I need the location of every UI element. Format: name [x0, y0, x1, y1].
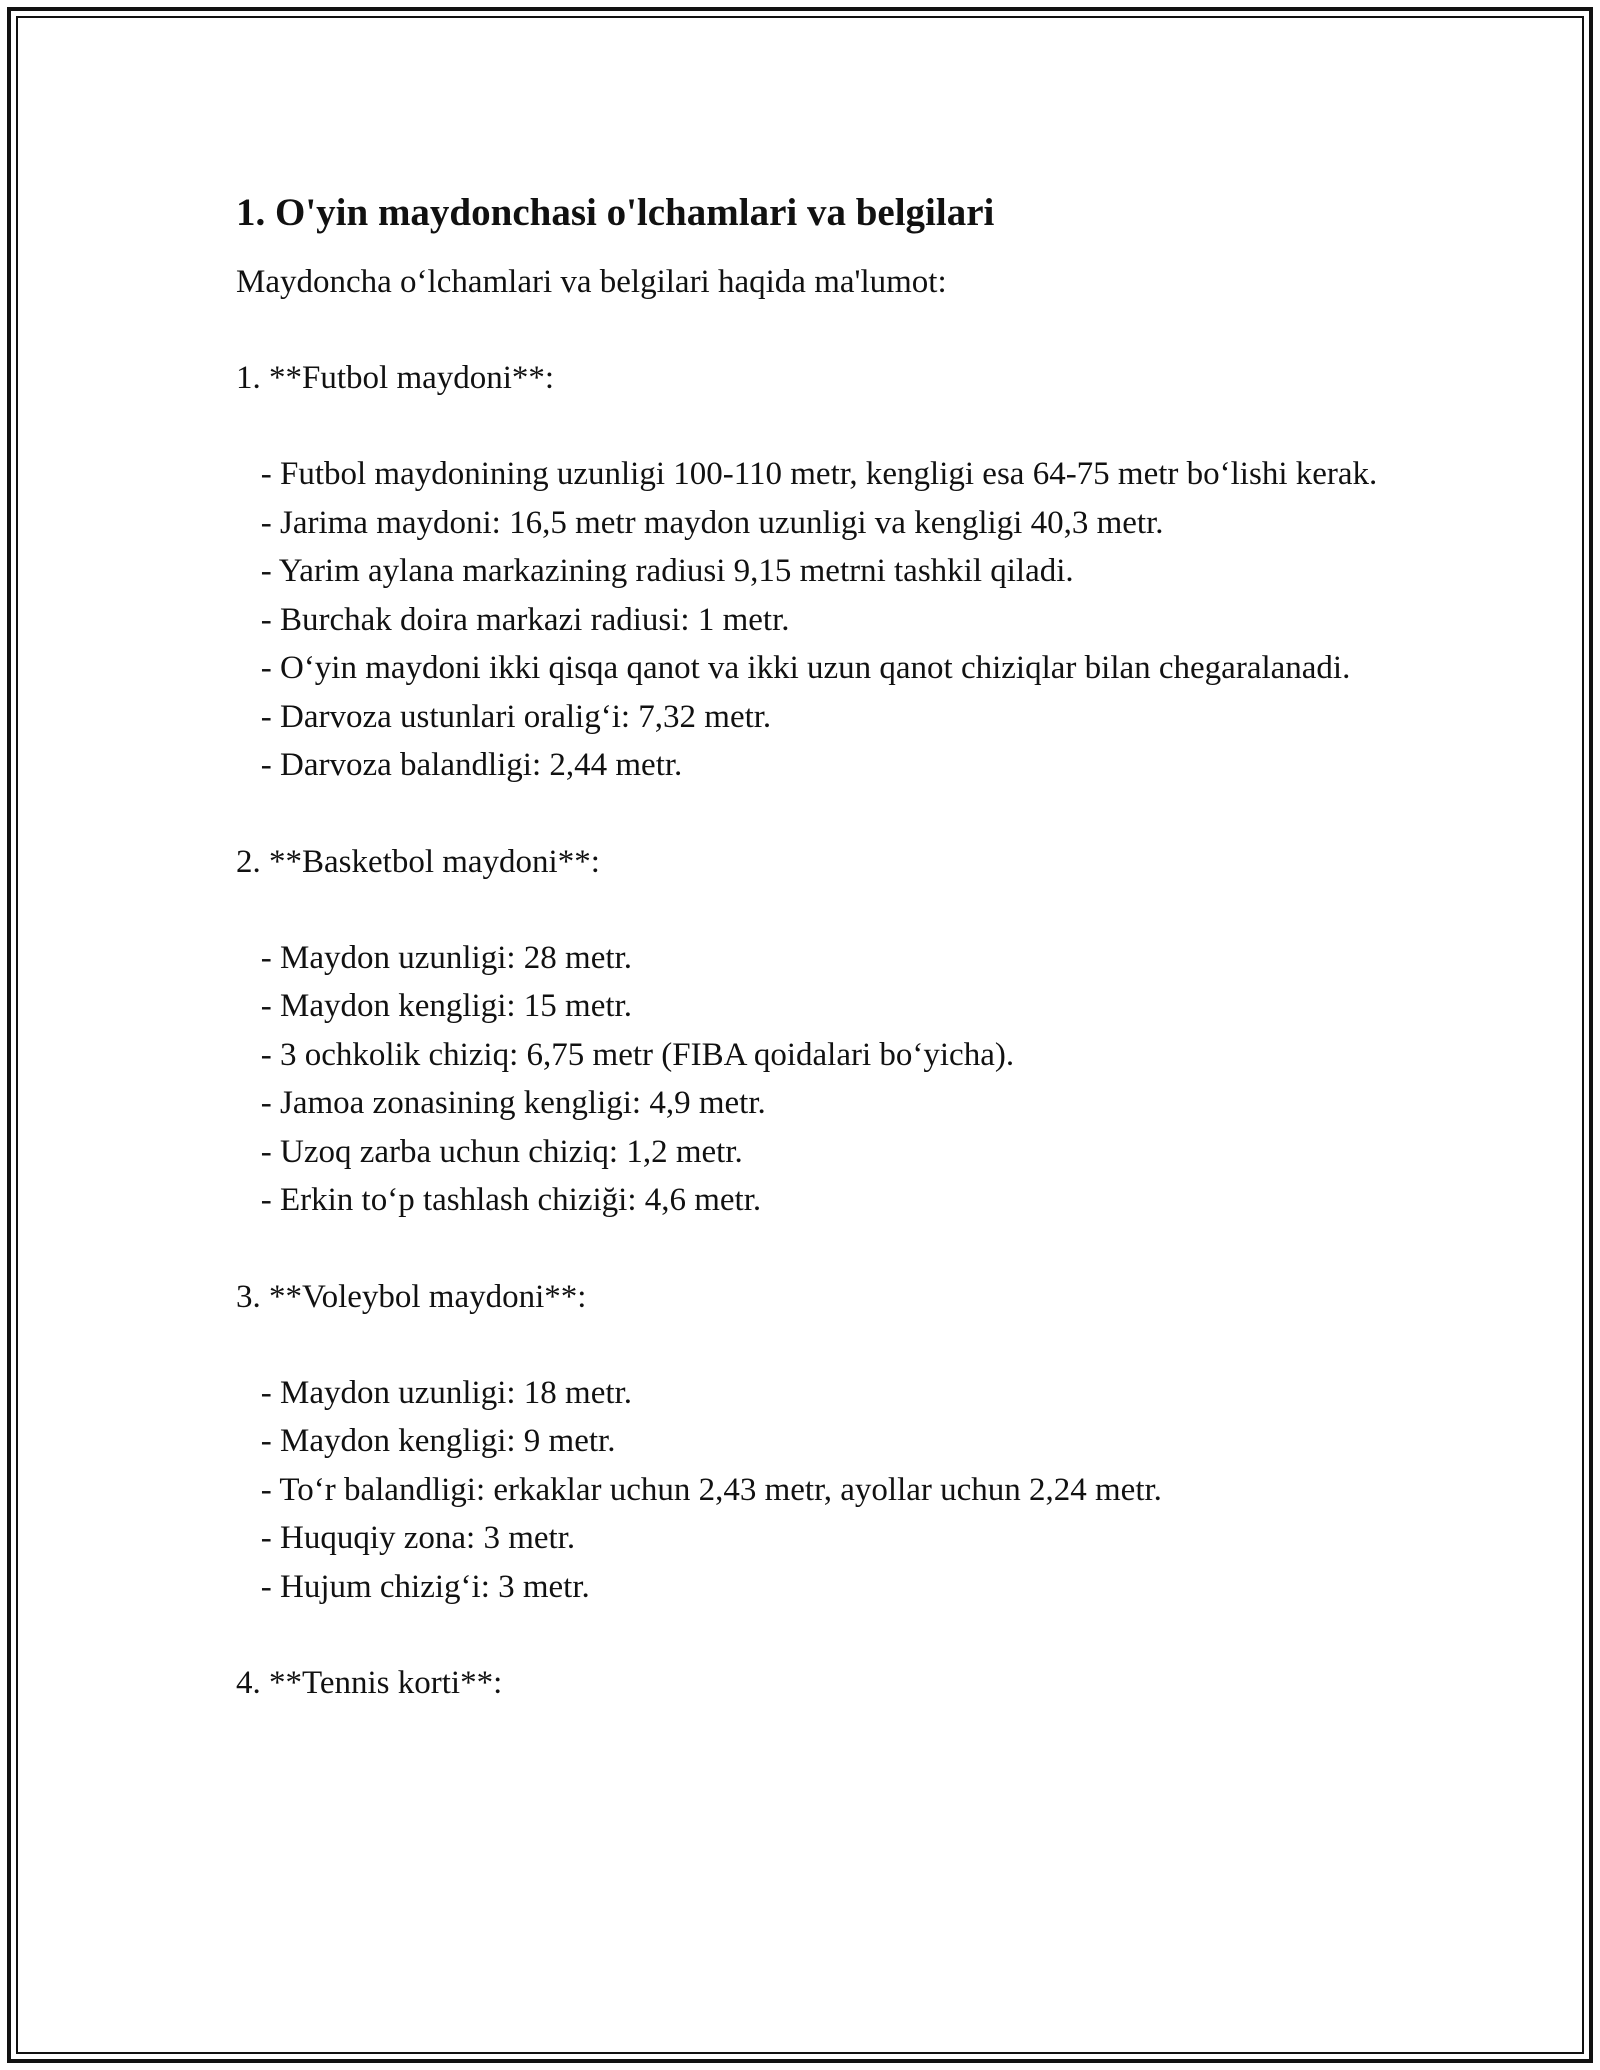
list-item: - Jarima maydoni: 16,5 metr maydon uzunligi va kengligi 40,3 metr. — [236, 504, 1164, 541]
list-item: - Erkin to‘p tashlash chiziği: 4,6 metr. — [236, 1182, 762, 1218]
page-title: 1. O'yin maydonchasi o'lchamlari va belgilari — [236, 191, 995, 234]
list-item: - Yarim aylana markazining radiusi 9,15 metrni tashkil qiladi. — [236, 553, 1074, 589]
section-volleyball — [236, 1273, 1396, 1612]
list-item: - Futbol maydonining uzunligi 100-110 metr, kengligi esa 64-75 metr bo‘lishi kerak. — [236, 456, 1378, 492]
document-body — [236, 186, 1396, 1707]
list-item: - Maydon kengligi: 9 metr. — [236, 1423, 616, 1459]
section-title-tennis: 4. **Tennis korti**: — [236, 1665, 503, 1701]
list-item: - Jamoa zonasining kengligi: 4,9 metr. — [236, 1085, 766, 1121]
section-items-football — [236, 450, 1396, 790]
section-title-football: 1. **Futbol maydoni**: — [236, 360, 555, 396]
list-item: - Darvoza balandligi: 2,44 metr. — [236, 747, 683, 783]
list-item: - 3 ochkolik chiziq: 6,75 metr (FIBA qoidalari bo‘yicha). — [236, 1036, 1015, 1073]
list-item: - Burchak doira markazi radiusi: 1 metr. — [236, 601, 790, 638]
section-basketball — [236, 838, 1396, 1225]
list-item: - Huquqiy zona: 3 metr. — [236, 1520, 576, 1556]
section-title-basketball: 2. **Basketbol maydoni**: — [236, 843, 600, 880]
section-items-volleyball — [236, 1369, 1396, 1612]
list-item: - Uzoq zarba uchun chiziq: 1,2 metr. — [236, 1133, 743, 1170]
list-item: - Maydon uzunligi: 18 metr. — [236, 1374, 632, 1411]
list-item: - Maydon uzunligi: 28 metr. — [236, 939, 632, 976]
list-item: - O‘yin maydoni ikki qisqa qanot va ikki uzun qanot chiziqlar bilan chegaralanadi. — [236, 650, 1351, 686]
intro-text: Maydoncha o‘lchamlari va belgilari haqida ma'lumot: — [236, 264, 947, 300]
section-title-volleyball: 3. **Voleybol maydoni**: — [236, 1278, 587, 1315]
list-item: - To‘r balandligi: erkaklar uchun 2,43 metr, ayollar uchun 2,24 metr. — [236, 1471, 1162, 1508]
list-item: - Darvoza ustunlari oralig‘i: 7,32 metr. — [236, 698, 772, 735]
section-tennis — [236, 1659, 1396, 1707]
list-item: - Hujum chizig‘i: 3 metr. — [236, 1568, 590, 1605]
list-item: - Maydon kengligi: 15 metr. — [236, 988, 632, 1024]
section-items-basketball — [236, 934, 1396, 1225]
section-football — [236, 354, 1396, 790]
